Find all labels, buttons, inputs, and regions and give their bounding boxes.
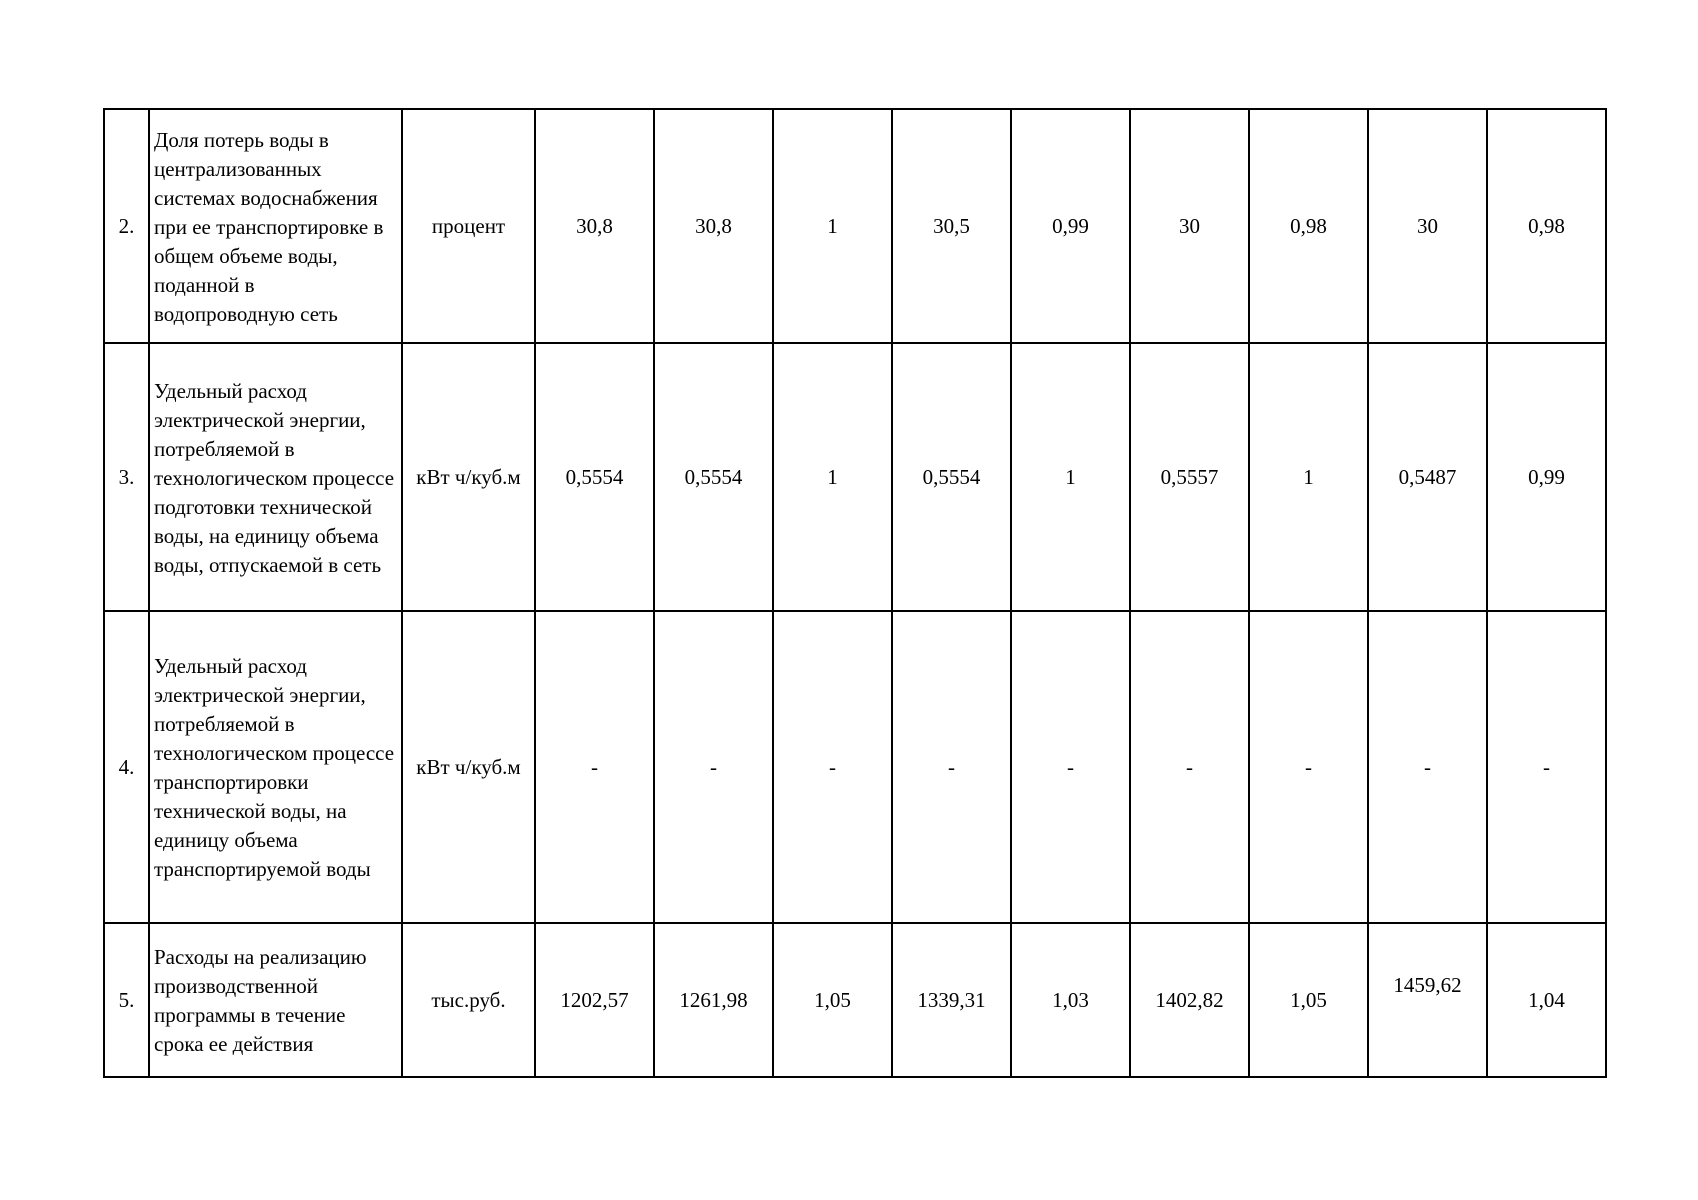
value-cell: 30,8 — [535, 109, 654, 343]
table-row — [104, 343, 1606, 611]
value-cell: 0,5557 — [1130, 343, 1249, 611]
value-cell: 1339,31 — [892, 923, 1011, 1077]
value-cell: - — [892, 611, 1011, 923]
table-row — [104, 923, 1606, 1077]
value-cell: 1,03 — [1011, 923, 1130, 1077]
value-cell: 1 — [773, 343, 892, 611]
value-cell-text: 1459,62 — [1393, 972, 1462, 997]
value-cell: - — [1249, 611, 1368, 923]
value-cell: 0,99 — [1487, 343, 1606, 611]
value-cell: 0,5554 — [892, 343, 1011, 611]
value-cell: 1 — [1011, 343, 1130, 611]
table-row — [104, 611, 1606, 923]
value-cell: - — [535, 611, 654, 923]
indicators-table — [103, 108, 1607, 1078]
unit-cell: кВт ч/куб.м — [402, 611, 535, 923]
indicator-name: Доля потерь воды в централизованных системах водоснабжения при ее транспортировке в общем объеме воды, поданной в водопроводную сеть — [149, 109, 402, 343]
value-cell: 1,05 — [1249, 923, 1368, 1077]
indicator-name: Расходы на реализацию производственной программы в течение срока ее действия — [149, 923, 402, 1077]
value-cell: 1202,57 — [535, 923, 654, 1077]
unit-cell: процент — [402, 109, 535, 343]
value-cell: 0,5487 — [1368, 343, 1487, 611]
value-cell: 0,99 — [1011, 109, 1130, 343]
row-number: 3. — [104, 343, 149, 611]
value-cell: 0,5554 — [654, 343, 773, 611]
value-cell: - — [773, 611, 892, 923]
row-number: 5. — [104, 923, 149, 1077]
value-cell: 1 — [1249, 343, 1368, 611]
value-cell — [1368, 923, 1487, 1077]
value-cell: 0,98 — [1487, 109, 1606, 343]
value-cell: - — [1368, 611, 1487, 923]
value-cell: 30 — [1130, 109, 1249, 343]
row-number: 2. — [104, 109, 149, 343]
value-cell: 0,98 — [1249, 109, 1368, 343]
value-cell: 1 — [773, 109, 892, 343]
value-cell: - — [1011, 611, 1130, 923]
value-cell: 30,5 — [892, 109, 1011, 343]
value-cell: 30,8 — [654, 109, 773, 343]
value-cell: 0,5554 — [535, 343, 654, 611]
indicator-name: Удельный расход электрической энергии, потребляемой в технологическом процессе транспортировки технической воды, на единицу объема транспортируемой воды — [149, 611, 402, 923]
value-cell: 1,05 — [773, 923, 892, 1077]
value-cell: 1261,98 — [654, 923, 773, 1077]
value-cell: 1402,82 — [1130, 923, 1249, 1077]
unit-cell: кВт ч/куб.м — [402, 343, 535, 611]
value-cell: - — [1487, 611, 1606, 923]
indicator-name: Удельный расход электрической энергии, потребляемой в технологическом процессе подготовки технической воды, на единицу объема воды, отпускаемой в сеть — [149, 343, 402, 611]
unit-cell: тыс.руб. — [402, 923, 535, 1077]
table-row — [104, 109, 1606, 343]
value-cell: 30 — [1368, 109, 1487, 343]
value-cell: - — [654, 611, 773, 923]
row-number: 4. — [104, 611, 149, 923]
value-cell: 1,04 — [1487, 923, 1606, 1077]
value-cell: - — [1130, 611, 1249, 923]
